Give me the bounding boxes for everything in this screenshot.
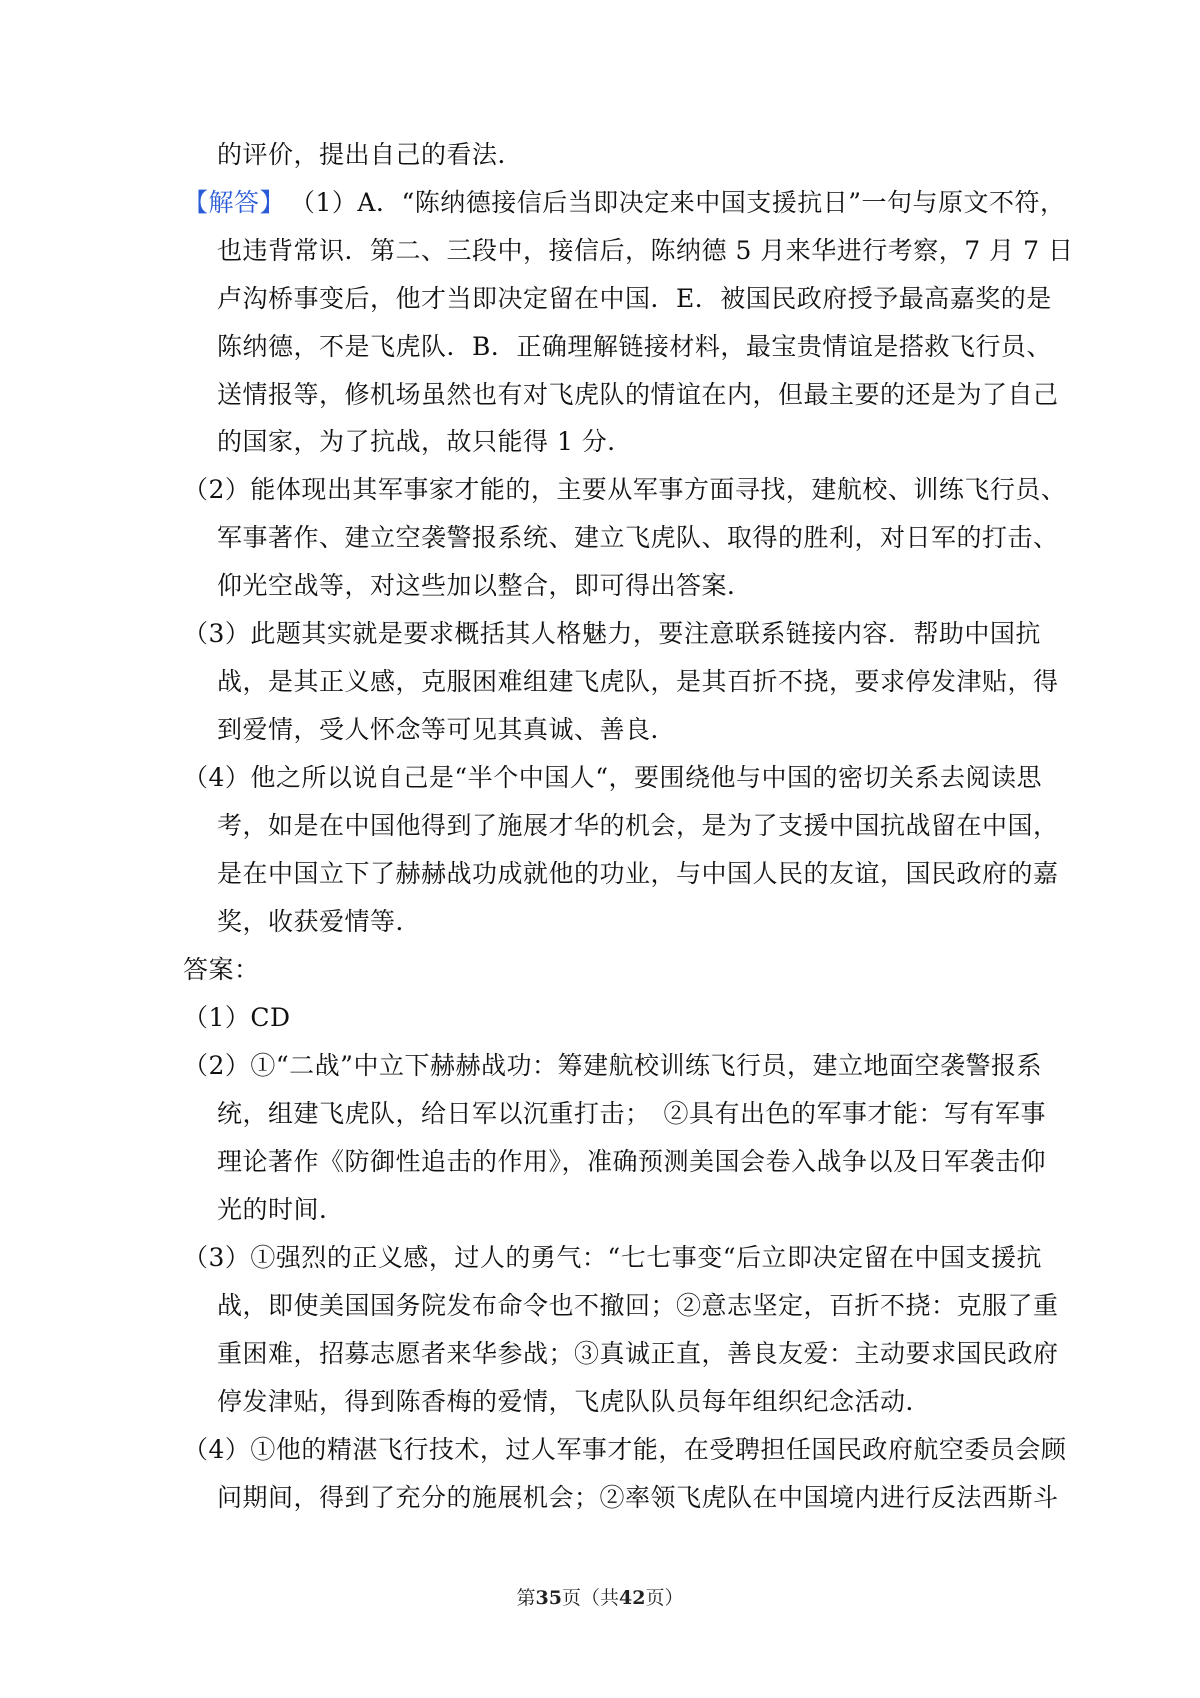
text-line-7: 的国家，为了抗战，故只能得 1 分．	[217, 427, 633, 456]
text-line-25: 战，即使美国国务院发布命令也不撤回；②意志坚定，百折不挠：克服了重	[217, 1291, 1059, 1320]
text-line-10: 仰光空战等，对这些加以整合，即可得出答案．	[217, 571, 753, 600]
footer-total-pages: 42	[619, 1587, 646, 1609]
text-line-18: 答案：	[183, 955, 260, 984]
text-line-21: 统，组建飞虎队，给日军以沉重打击； ②具有出色的军事才能：写有军事	[217, 1099, 1047, 1128]
text-line-13: 到爱情，受人怀念等可见其真诚、善良．	[217, 715, 677, 744]
text-line-19: （1）CD	[183, 1003, 291, 1032]
page-footer	[0, 1586, 1200, 1610]
text-line-11: （3）此题其实就是要求概括其人格魅力，要注意联系链接内容．帮助中国抗	[183, 619, 1041, 648]
text-line-2: （1）A．“陈纳德接信后当即决定来中国支援抗日”一句与原文不符，	[290, 188, 1066, 217]
text-line-12: 战，是其正义感，克服困难组建飞虎队，是其百折不挠，要求停发津贴，得	[217, 667, 1059, 696]
answer-tag: 【解答】	[183, 188, 286, 217]
text-line-17: 奖，收获爱情等．	[217, 907, 422, 936]
text-line-22: 理论著作《防御性追击的作用》，准确预测美国会卷入战争以及日军袭击仰	[217, 1147, 1047, 1176]
text-line-28: （4）①他的精湛飞行技术，过人军事才能，在受聘担任国民政府航空委员会顾	[183, 1435, 1067, 1464]
text-line-1: 的评价，提出自己的看法．	[217, 140, 524, 169]
text-line-14: （4）他之所以说自己是“半个中国人“，要围绕他与中国的密切关系去阅读思	[183, 763, 1042, 792]
text-line-24: （3）①强烈的正义感，过人的勇气：“七七事变“后立即决定留在中国支援抗	[183, 1243, 1042, 1272]
text-line-26: 重困难，招募志愿者来华参战；③真诚正直，善良友爱：主动要求国民政府	[217, 1339, 1059, 1368]
text-line-9: 军事著作、建立空袭警报系统、建立飞虎队、取得的胜利，对日军的打击、	[217, 523, 1059, 552]
text-line-27: 停发津贴，得到陈香梅的爱情，飞虎队队员每年组织纪念活动．	[217, 1387, 932, 1416]
text-line-4: 卢沟桥事变后，他才当即决定留在中国．E．被国民政府授予最高嘉奖的是	[217, 284, 1052, 313]
footer-page-number: 35	[535, 1587, 562, 1609]
footer-mid: 页（共	[561, 1587, 619, 1609]
text-line-3: 也违背常识．第二、三段中，接信后，陈纳德 5 月来华进行考察，7 月 7 日	[217, 236, 1074, 265]
text-line-5: 陈纳德，不是飞虎队．B．正确理解链接材料，最宝贵情谊是搭救飞行员、	[217, 332, 1052, 361]
text-line-20: （2）①“二战”中立下赫赫战功：筹建航校训练飞行员，建立地面空袭警报系	[183, 1051, 1042, 1080]
text-line-16: 是在中国立下了赫赫战功成就他的功业，与中国人民的友谊，国民政府的嘉	[217, 859, 1059, 888]
text-line-6: 送情报等，修机场虽然也有对飞虎队的情谊在内，但最主要的还是为了自己	[217, 380, 1059, 409]
text-line-8: （2）能体现出其军事家才能的，主要从军事方面寻找，建航校、训练飞行员、	[183, 475, 1067, 504]
text-line-15: 考，如是在中国他得到了施展才华的机会，是为了支援中国抗战留在中国，	[217, 811, 1059, 840]
text-line-23: 光的时间．	[217, 1195, 345, 1224]
footer-suffix: 页）	[645, 1587, 684, 1609]
footer-prefix: 第	[516, 1587, 536, 1609]
text-line-29: 问期间，得到了充分的施展机会；②率领飞虎队在中国境内进行反法西斯斗	[217, 1483, 1059, 1512]
